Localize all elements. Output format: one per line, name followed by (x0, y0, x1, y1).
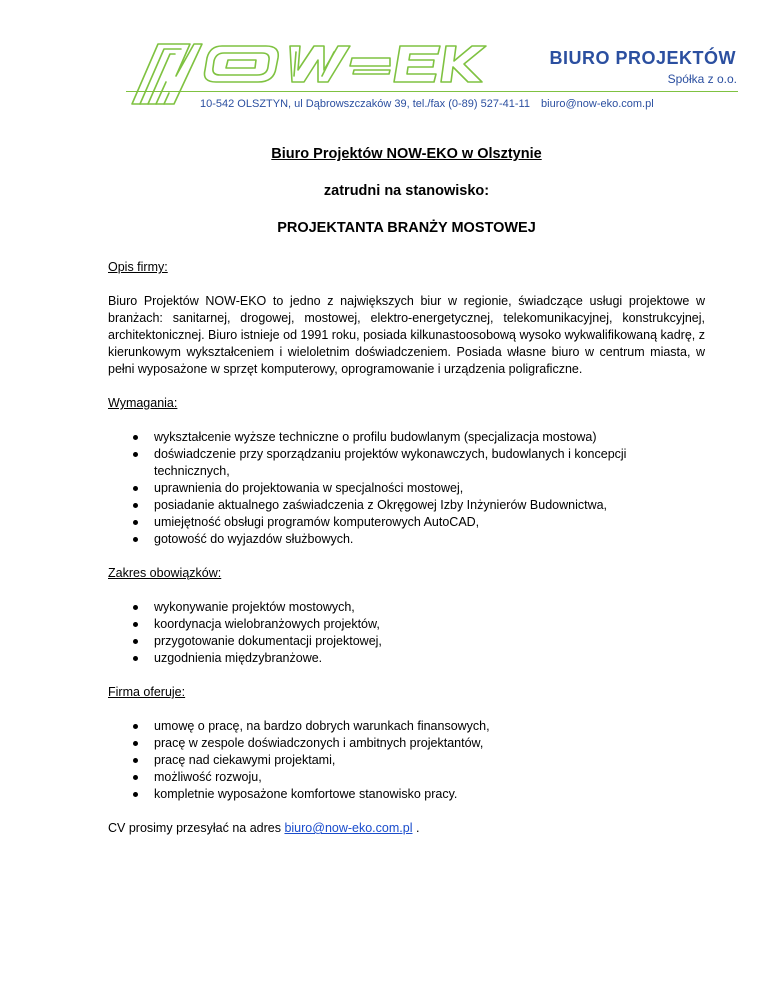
job-posting (108, 146, 705, 837)
cv-prefix: CV prosimy przesyłać na adres (108, 821, 285, 835)
list-item: możliwość rozwoju, (154, 769, 705, 786)
posting-title: Biuro Projektów NOW-EKO w Olsztynie (271, 146, 542, 162)
list-item: kompletnie wyposażone komfortowe stanowisko pracy. (154, 786, 705, 803)
brand-title: BIURO PROJEKTÓW (549, 48, 736, 68)
posting-subtitle: zatrudni na stanowisko: (323, 183, 490, 199)
list-item: przygotowanie dokumentacji projektowej, (154, 633, 705, 650)
list-item: wykształcenie wyższe techniczne o profilu budowlanym (specjalizacja mostowa) (154, 429, 705, 446)
now-eko-logo-graphic (128, 36, 494, 106)
duties-heading: Zakres obowiązków: (108, 566, 222, 580)
contact-line (200, 98, 738, 110)
offer-list (108, 718, 705, 803)
list-item: umiejętność obsługi programów komputerowych AutoCAD, (154, 514, 705, 531)
list-item: pracę w zespole doświadczonych i ambitnych projektantów, (154, 735, 705, 752)
list-item: uprawnienia do projektowania w specjalności mostowej, (154, 480, 705, 497)
offer-heading: Firma oferuje: (108, 685, 186, 699)
company-logo (128, 36, 494, 106)
company-description: Biuro Projektów NOW-EKO to jedno z największych biur w regionie, świadczące usługi projektowe w branżach: sanitarnej, drogowej, mostowej, elektro-energetycznej, telekomunikacyjnej, konstrukcyjnej, architektonicznej. Biuro istnieje od 1991 roku, posiada kilkunastoosobową wysoko wykwalifikowaną kadrę, z kierunkowym wykształceniem i wieloletnim doświadczeniem. Posiada własne biuro w centrum miasta, w pełni wyposażone w sprzęt komputerowy, oprogramowanie i urządzenia poligraficzne. (108, 294, 705, 376)
company-heading: Opis firmy: (108, 260, 168, 274)
brand-subtitle: Spółka z o.o. (667, 72, 737, 86)
header-divider (126, 91, 738, 92)
list-item: gotowość do wyjazdów służbowych. (154, 531, 705, 548)
list-item: koordynacja wielobranżowych projektów, (154, 616, 705, 633)
duties-list (108, 599, 705, 667)
contact-email: biuro@now-eko.com.pl (541, 98, 654, 110)
list-item: doświadczenie przy sporządzaniu projektów wykonawczych, budowlanych i koncepcji technicznych, (154, 446, 705, 480)
requirements-list (108, 429, 705, 548)
list-item: umowę o pracę, na bardzo dobrych warunkach finansowych, (154, 718, 705, 735)
cv-suffix: . (412, 821, 420, 835)
list-item: pracę nad ciekawymi projektami, (154, 752, 705, 769)
contact-address: 10-542 OLSZTYN, ul Dąbrowszczaków 39, tel./fax (0-89) 527-41-11 (200, 98, 530, 110)
list-item: uzgodnienia międzybranżowe. (154, 650, 705, 667)
requirements-heading: Wymagania: (108, 396, 178, 410)
cv-instruction (108, 820, 705, 837)
position-title: PROJEKTANTA BRANŻY MOSTOWEJ (277, 220, 536, 236)
cv-email-link[interactable]: biuro@now-eko.com.pl (284, 821, 413, 835)
list-item: wykonywanie projektów mostowych, (154, 599, 705, 616)
list-item: posiadanie aktualnego zaświadczenia z Okręgowej Izby Inżynierów Budownictwa, (154, 497, 705, 514)
